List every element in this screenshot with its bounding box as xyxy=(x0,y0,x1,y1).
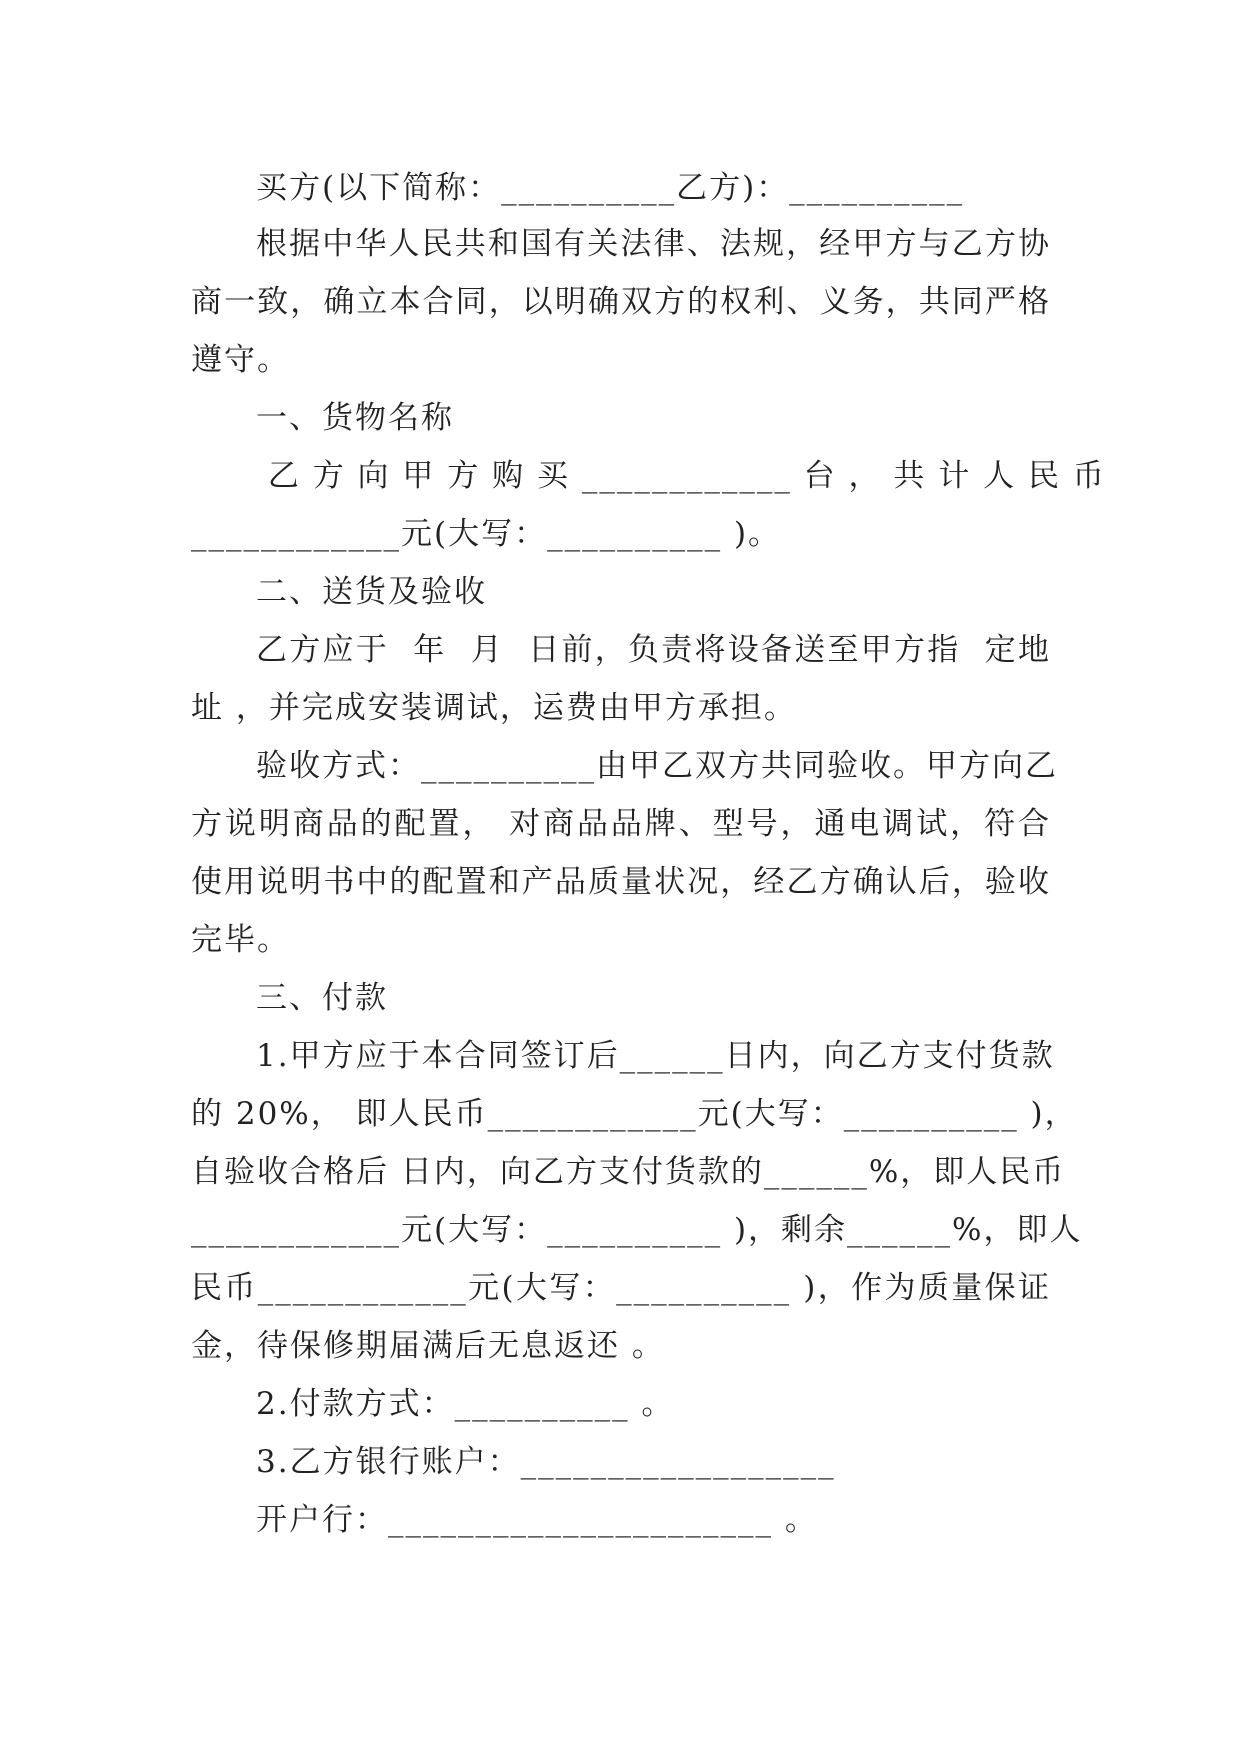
payment-method-line: 2.付款方式：__________ 。 xyxy=(256,1386,675,1422)
goods-line-1: 乙 方 向 甲 方 购 买 ____________ 台 ， 共 计 人 民 币 xyxy=(256,458,1106,494)
section-heading-goods: 一、货物名称 xyxy=(256,400,454,436)
section-heading-payment: 三、付款 xyxy=(256,980,388,1016)
delivery-line-1: 乙方应于 年 月 日前，负责将设备送至甲方指 定地 xyxy=(256,632,1051,668)
payment-line-5: 民币____________元(大写：__________ )，作为质量保证 xyxy=(191,1270,1051,1306)
payment-line-4: ____________元(大写：__________ )，剩余______%，即人 xyxy=(191,1212,1083,1248)
acceptance-line-2: 方说明商品的配置， 对商品品牌、型号，通电调试，符合 xyxy=(191,806,1051,842)
acceptance-line-1: 验收方式：__________由甲乙双方共同验收。甲方向乙 xyxy=(256,748,1058,784)
payment-line-6: 金，待保修期届满后无息返还 。 xyxy=(191,1328,665,1364)
acceptance-line-3: 使用说明书中的配置和产品质量状况，经乙方确认后，验收 xyxy=(191,864,1051,900)
bank-account-line: 3.乙方银行账户：__________________ xyxy=(256,1444,836,1480)
payment-line-1: 1.甲方应于本合同签订后______日内，向乙方支付货款 xyxy=(256,1038,1055,1074)
preamble-line-3: 遵守。 xyxy=(191,342,290,378)
payment-line-3: 自验收合格后 日内，向乙方支付货款的______%，即人民币 xyxy=(191,1154,1066,1190)
goods-line-2: ____________元(大写：__________ )。 xyxy=(191,516,782,552)
acceptance-line-4: 完毕。 xyxy=(191,922,290,958)
preamble-line-2: 商一致，确立本合同，以明确双方的权利、义务，共同严格 xyxy=(191,284,1051,320)
section-heading-delivery: 二、送货及验收 xyxy=(256,574,487,610)
buyer-line: 买方(以下简称：__________乙方)：__________ xyxy=(256,170,965,206)
payment-line-2: 的 20%， 即人民币____________元(大写：__________ )， xyxy=(191,1096,1078,1132)
preamble-line-1: 根据中华人民共和国有关法律、法规，经甲方与乙方协 xyxy=(256,226,1051,262)
delivery-line-2: 址 ，并完成安装调试，运费由甲方承担。 xyxy=(191,690,797,726)
bank-name-line: 开户行：______________________ 。 xyxy=(256,1502,818,1538)
